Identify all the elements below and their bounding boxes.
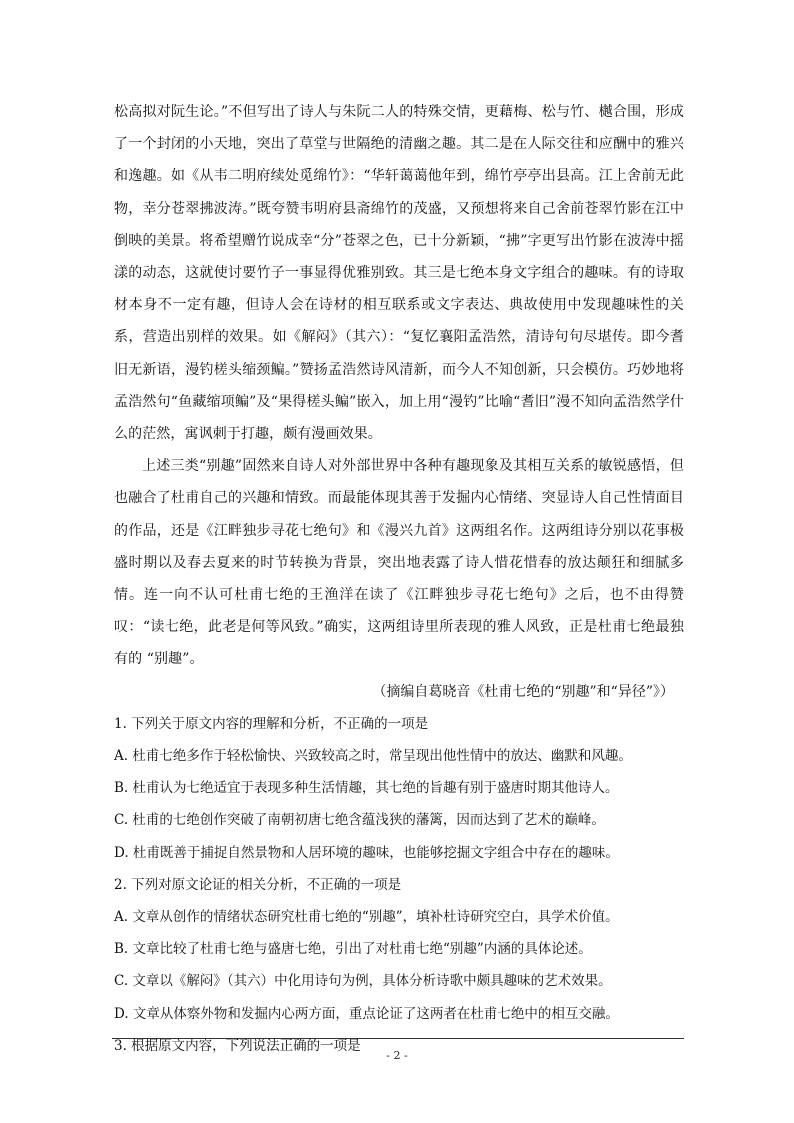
footer-divider (112, 1038, 684, 1039)
question-1-option-c: C. 杜甫的七绝创作突破了南朝初唐七绝含蕴浅狭的藩篱，因而达到了艺术的巅峰。 (114, 812, 605, 829)
question-2-option-d: D. 文章从体察外物和发掘内心两方面，重点论证了这两者在杜甫七绝中的相互交融。 (114, 1005, 619, 1022)
question-1-option-a: A. 杜甫七绝多作于轻松愉快、兴致较高之时，常呈现出他性情中的放达、幽默和风趣。 (114, 748, 632, 765)
question-2: 2. 下列对原文论证的相关分析，不正确的一项是 (114, 876, 402, 893)
question-1-option-b: B. 杜甫认为七绝适宜于表现多种生活情趣，其七绝的旨趣有别于盛唐时期其他诗人。 (114, 780, 619, 797)
source-citation: （摘编自葛晓音《杜甫七绝的“别趣”和“异径”》） (372, 683, 674, 700)
question-2-option-b: B. 文章比较了杜甫七绝与盛唐七绝，引出了对杜甫七绝“别趣”内涵的具体论述。 (114, 941, 592, 958)
page-number: - 2 - (386, 1049, 408, 1062)
body-paragraph-1: 松高拟对阮生论。”不但写出了诗人与朱阮二人的特殊交情，更藉梅、松与竹、樾合围，形成了一个封闭的小天地，突出了草堂与世隔绝的清幽之趣。其二是在人际交往和应酬中的雅兴和逸趣。如《从韦二明府续处觅绵竹》：“华轩蔼蔼他年到，绵竹亭亭出县高。江上舍前无此物，幸分苍翠拂波涛。”既夸赞韦明府县斋绵竹的茂盛，又预想将来自己舍前苍翠竹影在江中倒映的美景。将希望赠竹说成幸“分”苍翠之色，已十分新颖，“拂”字更写出竹影在波涛中摇漾的动态，这就使讨要竹子一事显得优雅别致。其三是七绝本身文字组合的趣味。有的诗取材本身不一定有趣，但诗人会在诗材的相互联系或文字表达、典故使用中发现趣味性的关系，营造出别样的效果。如《解闷》（其六）：“复忆襄阳孟浩然，清诗句句尽堪传。即今耆旧无新语，漫钓槎头缩颈鳊。”赞扬孟浩然诗风清新，而今人不知创新，只会模仿。巧妙地将孟浩然句“鱼藏缩项鳊”及“果得槎头鳊”嵌入，加上用“漫钓”比喻“耆旧”漫不知向孟浩然学什么的茫然，寓讽刺于打趣，颇有漫画效果。 (114, 104, 684, 443)
question-2-option-c: C. 文章以《解闷》（其六）中化用诗句为例，具体分析诗歌中颇具趣味的艺术效果。 (114, 973, 612, 990)
question-2-option-a: A. 文章从创作的情绪状态研究杜甫七绝的“别趣”，填补杜诗研究空白，具学术价值。 (114, 909, 619, 926)
question-3: 3. 根据原文内容，下列说法正确的一项是 (114, 1037, 361, 1054)
body-paragraph-2: 上述三类“别趣”固然来自诗人对外部世界中各种有趣现象及其相互关系的敏锐感悟，但也融合了杜甫自己的兴趣和情致。而最能体现其善于发掘内心情绪、突显诗人自己性情面目的作品，还是《江畔独步寻花七绝句》和《漫兴九首》这两组名作。这两组诗分别以花事极盛时期以及春去夏来的时节转换为背景，突出地表露了诗人惜花惜春的放达颠狂和细腻多情。连一向不认可杜甫七绝的王渔洋在读了《江畔独步寻花七绝句》之后，也不由得赞叹：“读七绝，此老是何等风致。”确实，这两组诗里所表现的雅人风致，正是杜甫七绝最独有的 “别趣”。 (114, 458, 684, 668)
page-content (114, 96, 684, 1062)
question-1-option-d: D. 杜甫既善于捕捉自然景物和人居环境的趣味，也能够挖掘文字组合中存在的趣味。 (114, 844, 619, 861)
question-1: 1. 下列关于原文内容的理解和分析，不正确的一项是 (114, 715, 429, 732)
